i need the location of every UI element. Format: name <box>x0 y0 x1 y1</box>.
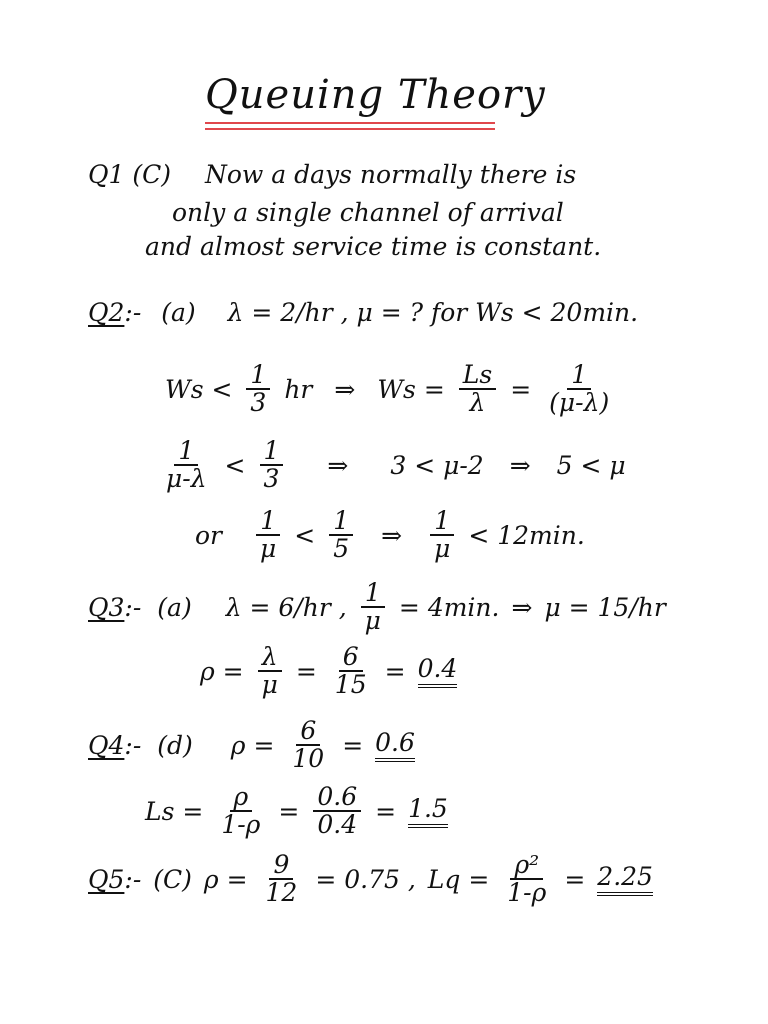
fraction-denominator: 3 <box>263 464 280 494</box>
fraction-numerator: Ls <box>459 362 496 390</box>
fraction-denominator: 5 <box>333 534 350 564</box>
q2-r1-eq: = <box>510 374 532 404</box>
fraction-denominator: μ <box>434 534 451 564</box>
fraction-denominator: 0.4 <box>317 810 358 840</box>
q4-r1-a: Ls = <box>145 796 204 826</box>
q3-header <box>88 580 666 635</box>
q4-row-1 <box>145 784 448 839</box>
q3-r1-fraction-b <box>331 644 371 699</box>
q2-r2-lt: < <box>224 450 246 480</box>
fraction-denominator: 15 <box>334 670 367 700</box>
q3-given-a: λ = 6/hr , <box>225 592 347 622</box>
q2-r1-a: Ws < <box>165 374 233 404</box>
q3-option: (a) <box>157 592 192 622</box>
q5-result: 2.25 <box>597 862 653 896</box>
q2-r3-fraction-b <box>329 508 353 563</box>
fraction-denominator: μ <box>261 670 278 700</box>
fraction-numerator: 1 <box>361 580 385 608</box>
implies-arrow: ⇒ <box>509 450 531 480</box>
q2-r2-fraction-a <box>162 438 211 493</box>
q2-r1-fraction-c <box>545 362 613 417</box>
fraction-numerator: 1 <box>256 508 280 536</box>
q5-b: = 0.75 , <box>315 864 416 894</box>
q4-r1-result: 1.5 <box>408 794 448 828</box>
q2-header <box>88 298 638 327</box>
q2-r1-c: Ws = <box>377 374 445 404</box>
implies-arrow: ⇒ <box>381 520 403 550</box>
implies-arrow: ⇒ <box>511 592 533 622</box>
implies-arrow: ⇒ <box>334 374 356 404</box>
q2-r2-fraction-b <box>260 438 284 493</box>
q3-r1-eq2: = <box>384 656 406 686</box>
fraction-denominator: 3 <box>250 388 267 418</box>
q4-result: 0.6 <box>375 728 415 762</box>
q5-sep: :- <box>124 864 142 894</box>
q3-given-c: μ = 15/hr <box>544 592 666 622</box>
q2-sep: :- <box>124 298 142 327</box>
page-title: Queuing Theory <box>205 72 546 118</box>
fraction-denominator: μ <box>260 534 277 564</box>
q1-line-1: Now a days normally there is <box>205 160 577 189</box>
q2-r3-fraction-c <box>430 508 454 563</box>
fraction-denominator: 1-ρ <box>221 810 261 840</box>
q2-row-2 <box>160 438 626 493</box>
title-underline-2 <box>205 128 495 130</box>
fraction-denominator: 10 <box>292 744 325 774</box>
q4-option: (d) <box>157 730 193 760</box>
q3-label: Q3 <box>88 592 125 622</box>
q2-r3-pre: or <box>195 520 223 550</box>
fraction-numerator: 6 <box>339 644 363 672</box>
q2-label: Q2 <box>88 298 125 327</box>
q3-given-b: = 4min. <box>398 592 500 622</box>
q5-a: ρ = <box>203 864 248 894</box>
q2-given: λ = 2/hr , μ = ? for Ws < 20min. <box>227 298 639 327</box>
q2-r1-b: hr <box>284 374 313 404</box>
fraction-denominator: μ-λ <box>166 464 207 494</box>
q1-line-2: only a single channel of arrival <box>172 198 564 227</box>
q4-sep: :- <box>124 730 142 760</box>
q4-r1-eq2: = <box>375 796 397 826</box>
q3-sep: :- <box>124 592 142 622</box>
fraction-numerator: 6 <box>296 718 320 746</box>
fraction-denominator: μ <box>364 606 381 636</box>
q4-r1-fraction-a <box>217 784 264 839</box>
q4-eq: = <box>342 730 364 760</box>
implies-arrow: ⇒ <box>327 450 349 480</box>
q5-c: Lq = <box>427 864 490 894</box>
q3-fraction <box>361 580 385 635</box>
q3-result: 0.4 <box>418 654 458 688</box>
q2-r3-end: < 12min. <box>468 520 585 550</box>
q4-label: Q4 <box>88 730 125 760</box>
q2-r1-fraction-b <box>459 362 496 417</box>
q5-fraction-a <box>262 852 302 907</box>
q5-fraction-b <box>503 852 550 907</box>
fraction-numerator: ρ <box>230 784 253 812</box>
fraction-numerator: 1 <box>174 438 198 466</box>
fraction-denominator: λ <box>469 388 486 418</box>
fraction-numerator: 1 <box>246 362 270 390</box>
q2-r2-end: 5 < μ <box>556 450 626 480</box>
q2-row-1 <box>165 362 615 417</box>
q2-r3-lt: < <box>294 520 316 550</box>
q2-r1-fraction-a <box>246 362 270 417</box>
q2-option: (a) <box>161 298 196 327</box>
fraction-numerator: ρ² <box>510 852 543 880</box>
q3-row-1 <box>200 644 457 699</box>
fraction-denominator: 1-ρ <box>507 878 547 908</box>
q4-header <box>88 718 415 773</box>
q2-row-3 <box>195 508 585 563</box>
fraction-numerator: 9 <box>269 852 293 880</box>
q1-line-3: and almost service time is constant. <box>145 232 602 261</box>
q4-r1-fraction-b <box>313 784 361 839</box>
q5-option: (C) <box>153 864 192 894</box>
fraction-numerator: 1 <box>430 508 454 536</box>
q4-a: ρ = <box>230 730 275 760</box>
q1-label: Q1 (C) <box>88 160 171 189</box>
q5-eq: = <box>564 864 586 894</box>
fraction-denominator: 12 <box>265 878 298 908</box>
title-underline-1 <box>205 122 495 124</box>
fraction-numerator: 1 <box>567 362 591 390</box>
q4-r1-eq1: = <box>278 796 300 826</box>
fraction-numerator: 0.6 <box>313 784 361 812</box>
q3-r1-eq1: = <box>295 656 317 686</box>
q3-r1-fraction-a <box>258 644 282 699</box>
q5-label: Q5 <box>88 864 125 894</box>
q3-r1-a: ρ = <box>200 656 244 686</box>
fraction-numerator: 1 <box>329 508 353 536</box>
fraction-numerator: λ <box>258 644 282 672</box>
q5-row <box>88 852 653 907</box>
q4-fraction <box>288 718 328 773</box>
q2-r2-mid: 3 < μ-2 <box>390 450 484 480</box>
fraction-denominator: (μ-λ) <box>549 388 610 418</box>
q2-r3-fraction-a <box>256 508 280 563</box>
fraction-numerator: 1 <box>260 438 284 466</box>
